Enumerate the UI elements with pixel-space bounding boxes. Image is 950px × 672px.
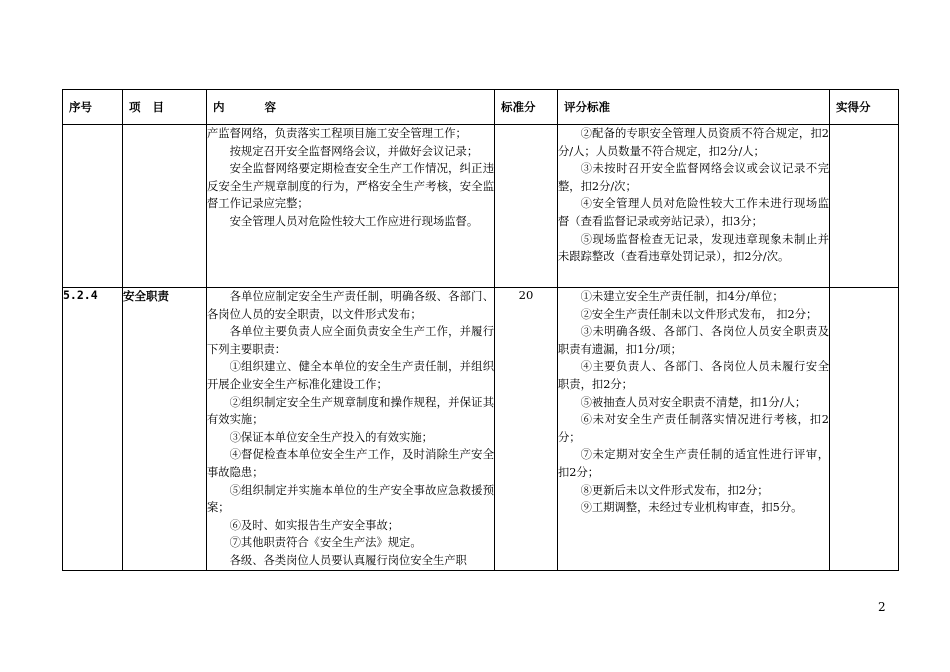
page-number: 2 <box>878 600 886 614</box>
row-seq: 5.2.4 <box>63 288 123 571</box>
row-std-score: 20 <box>495 288 558 571</box>
row-content <box>207 288 495 571</box>
header-content: 内 容 <box>207 90 495 125</box>
paragraph: ⑧更新后未以文件形式发布，扣2分； <box>580 483 769 497</box>
paragraph: 各级、各类岗位人员要认真履行岗位安全生产职 <box>229 553 467 567</box>
paragraph: ④主要负责人、各部门、各岗位人员未履行安全职责，扣2分； <box>558 360 829 391</box>
paragraph: ⑥及时、如实报告生产安全事故； <box>229 518 400 532</box>
header-actual-score: 实得分 <box>830 90 899 125</box>
paragraph: ④安全管理人员对危险性较大工作未进行现场监督（查看监督记录或旁站记录），扣3分； <box>558 197 829 228</box>
row-actual-score[interactable] <box>830 288 899 571</box>
row-item: 安全职责 <box>123 288 207 571</box>
header-item: 项 目 <box>123 90 207 125</box>
paragraph: 产监督网络，负责落实工程项目施工安全管理工作； <box>207 127 467 140</box>
paragraph: ①组织建立、健全本单位的安全生产责任制，并组织开展企业安全生产标准化建设工作； <box>207 360 494 391</box>
paragraph: ②组织制定安全生产规章制度和操作规程，并保证其有效实施； <box>207 395 494 427</box>
paragraph: ⑤组织制定并实施本单位的生产安全事故应急救援预案； <box>207 483 494 515</box>
row-criteria <box>558 125 830 288</box>
row-item <box>123 125 207 288</box>
paragraph: ③未按时召开安全监督网络会议或会议记录不完整，扣2分/次； <box>558 162 829 193</box>
table-header-row <box>63 90 899 125</box>
paragraph: ⑨工期调整，未经过专业机构审查，扣5分。 <box>580 501 803 515</box>
row-content <box>207 125 495 288</box>
header-std-score: 标准分 <box>495 90 558 125</box>
row-actual-score[interactable] <box>830 125 899 288</box>
header-criteria: 评分标准 <box>558 90 830 125</box>
table-row <box>63 125 899 288</box>
paragraph: ③保证本单位安全生产投入的有效实施； <box>229 430 433 444</box>
row-criteria <box>558 288 830 571</box>
header-seq: 序号 <box>63 90 123 125</box>
paragraph: 各单位主要负责人应全面负责安全生产工作，并履行下列主要职责： <box>207 325 494 356</box>
paragraph: 安全监督网络要定期检查安全生产工作情况，纠正违反安全生产规章制度的行为，严格安全生产考核，安全监督工作记录应完整； <box>207 162 494 211</box>
paragraph: ②安全生产责任制未以文件形式发布， 扣2分； <box>580 307 818 321</box>
table-row <box>63 288 899 571</box>
paragraph: 安全管理人员对危险性较大工作应进行现场监督。 <box>229 214 479 228</box>
paragraph: ⑦其他职责符合《安全生产法》规定。 <box>229 536 422 550</box>
paragraph: ⑤现场监督检查无记录，发现违章现象未制止并未跟踪整改（查看违章处罚记录），扣2分/次。 <box>558 232 829 264</box>
paragraph: ⑦未定期对安全生产责任制的适宜性进行评审，扣2分； <box>558 448 829 479</box>
evaluation-table <box>62 89 899 571</box>
paragraph: ⑥未对安全生产责任制落实情况进行考核，扣2分； <box>558 413 829 444</box>
row-std-score <box>495 125 558 288</box>
paragraph: 各单位应制定安全生产责任制，明确各级、各部门、各岗位人员的安全职责，以文件形式发布； <box>207 290 494 321</box>
paragraph: ④督促检查本单位安全生产工作，及时消除生产安全事故隐患； <box>207 448 494 479</box>
paragraph: ③未明确各级、各部门、各岗位人员安全职责及职责有遗漏，扣1分/项； <box>558 325 829 356</box>
paragraph: 按规定召开安全监督网络会议，并做好会议记录； <box>229 144 479 158</box>
paragraph: ②配备的专职安全管理人员资质不符合规定，扣2分/人；人员数量不符合规定，扣2分/人； <box>558 127 829 158</box>
paragraph: ⑤被抽查人员对安全职责不清楚，扣1分/人； <box>580 395 807 409</box>
paragraph: ①未建立安全生产责任制，扣4分/单位； <box>580 290 784 303</box>
row-seq <box>63 125 123 288</box>
